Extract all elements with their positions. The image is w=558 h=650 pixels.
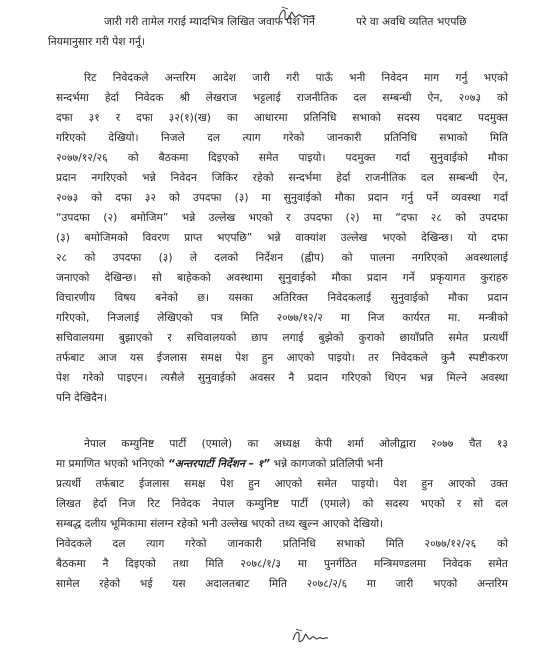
text-line: निवेदकले दल त्याग गरेको जानकारी प्रतिनिधि सभाको मिति २०७७/१२/२६ को (56, 538, 508, 550)
paragraph-main (56, 68, 508, 418)
text-line: “उपदफा (२) बमोजिम” भन्ने उल्लेख भएको र उपदफा (२) मा “दफा २८ को उपदफा (56, 212, 508, 224)
text-line: सचिवालयमा बुझाएको र सचिवालयको छाप लगाई बुझेको कुराको छायाँप्रति समेत प्रत्यर्थी (56, 332, 508, 344)
text-line: २८ को उपदफा (३) ले दलको निर्देशन (ह्वीप) को पालना नगरिएको अवस्थालाई (56, 252, 508, 264)
text-line: पनि देखिदैन। (56, 392, 107, 404)
text-line (56, 454, 383, 474)
text-line: जनाएको देखिन्छ। सो बाहेकको अवस्थामा सुनुवाईको मौका प्रदान गर्ने प्रकृयागत कुराहरु (56, 272, 508, 284)
text-span: मा प्रमाणित भएको भनिएको (56, 458, 165, 470)
signature-initial-bottom (290, 626, 330, 648)
text-line: २०७३ को दफा ३२ को उपदफा (३) मा सुनुवाईको मौका प्रदान गर्नु पर्ने व्यवस्था गर्दा (56, 192, 508, 204)
text-line: प्रत्यर्थी तर्फबाट ईजलास समक्ष पेश हुन आएको समेत पाइयो। पेश हुन आएको उक्त (56, 478, 508, 490)
text-line: सामेल रहेको भई यस अदालतबाट मिति २०७८/२/६ मा जारी भएको अन्तरिम (56, 578, 508, 590)
text-line: सन्दर्भमा हेर्दा निवेदक श्री लेखराज भट्टलाई राजनीतिक दल सम्बन्धी ऐन, २०७३ को (56, 92, 508, 104)
text-line: २०७७/१२/२६ को बैठकमा दिइएको समेत पाइयो। पदमुक्त गर्दा सुनुवाईको मौका (56, 152, 508, 164)
text-line: विचारणीय विषय बनेको छ। यसका अतिरिक्त निवेदकलाई सुनुवाईको मौका प्रदान (56, 292, 508, 304)
directive-title: “अन्तरपार्टी निर्देशन – १” (167, 458, 271, 470)
text-line: रिट निवेदकले अन्तरिम आदेश जारी गरी पाऊँ भनी निवेदन माग गर्नु भएको (84, 72, 508, 84)
text-line: तर्फबाट आज यस ईजलास समक्ष पेश हुन आएको पाइयो। तर निवेदकले कुनै स्पष्टीकरण (56, 352, 508, 364)
text-span: भन्ने कागजको प्रतिलिपी भनी (273, 458, 384, 470)
text-line: लिखत हेर्दा निज रिट निवेदक नेपाल कम्युनिष्ट पार्टी (एमाले) को सदस्य भएको र सो दल (56, 498, 508, 510)
paragraph-intro (48, 12, 508, 52)
text-line: जारी गरी तामेल गराई म्यादभित्र लिखित जवाफ पेश गर्ने (104, 16, 315, 28)
text-line: (३) बमोजिमको विवरण प्राप्त भएपछि” भन्ने वाक्यांश उल्लेख भएको देखिन्छ। यो दफा (56, 232, 508, 244)
text-line: बैठकमा नै दिइएको तथा मिति २०७८/१/३ मा पुनर्गठित मन्त्रिमण्डलमा निवेदक समेत (56, 558, 508, 570)
text-line: पेश गरेको पाइएन। त्यसैले सुनुवाईको अवसर नै प्रदान गरिएको थिएन भन्न मिल्ने अवस्था (56, 372, 508, 384)
text-line: प्रदान नगरिएको भन्ने निवेदन जिकिर रहेको सन्दर्भमा हेर्दा राजनीतिक दल सम्बन्धी ऐन, (56, 172, 508, 184)
paragraph-party (56, 434, 508, 634)
text-line: नियमानुसार गरी पेश गर्नू। (48, 36, 145, 48)
text-line: नेपाल कम्युनिष्ट पार्टी (एमाले) का अध्यक्ष केपी शर्मा ओलीद्वारा २०७७ चैत १३ (84, 438, 508, 450)
text-line: परे वा अवधि व्यतित भएपछि (356, 16, 467, 28)
text-line: गरिएको देखियो। निजले दल त्याग गरेको जानकारी प्रतिनिधि सभाको मिति (56, 132, 508, 144)
text-line: दफा ३१ र दफा ३२(१)(ख) का आधारमा प्रतिनिधि सभाको सदस्य पदबाट पदमुक्त (56, 112, 508, 124)
text-line: गरिएको, निजलाई लेखिएको पत्र मिति २०७७/१२/२ मा निज कार्यरत मा. मन्त्रीको (56, 312, 508, 324)
text-line: सम्बद्ध दलीय भूमिकामा संलग्न रहेको भनी उल्लेख भएको तथ्य खुल्न आएको देखियो। (56, 518, 384, 530)
